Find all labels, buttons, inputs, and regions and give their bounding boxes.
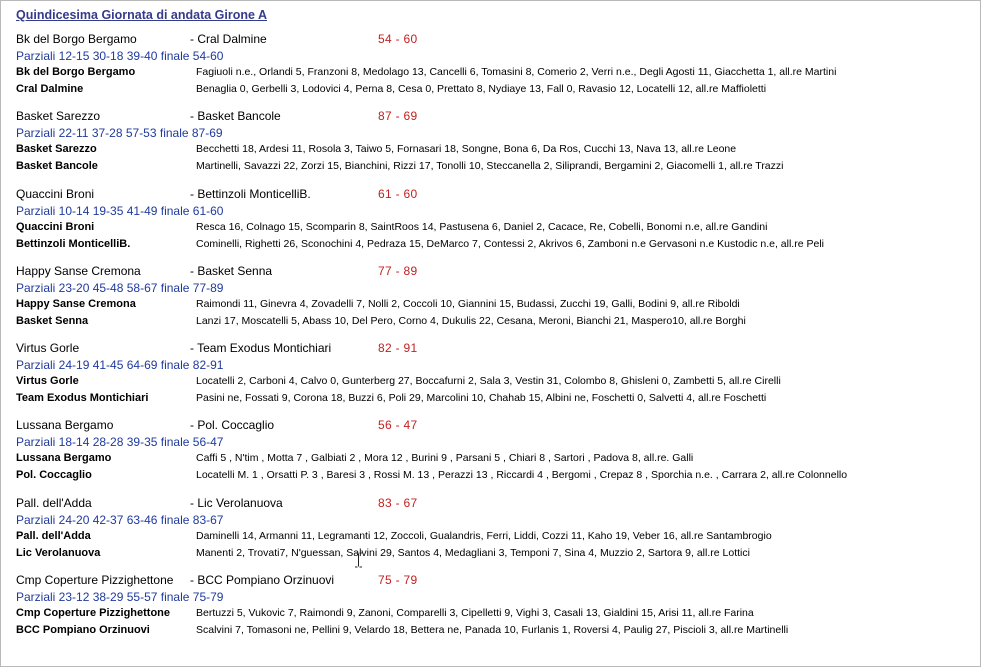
away-team: - Basket Senna <box>190 264 273 278</box>
team2-roster: Manenti 2, Trovati7, N'guessan, Salvini 29, Santos 4, Medagliani 3, Temponi 7, Sina 4, Muzzio 2, Sartora 9, all.re Lottici <box>196 547 750 559</box>
final-score: 77 - 89 <box>378 264 418 278</box>
team1-name: Basket Sarezzo <box>16 143 97 155</box>
home-team: Basket Sarezzo <box>16 109 101 123</box>
team1-roster: Locatelli 2, Carboni 4, Calvo 0, Gunterberg 27, Boccafurni 2, Sala 3, Vestin 31, Colombo 8, Ghisleni 0, Zambetti 5, all.re Cirelli <box>196 375 781 387</box>
team2-name: Team Exodus Montichiari <box>16 392 149 404</box>
team1-roster: Caffi 5 , N'tim , Motta 7 , Galbiati 2 , Mora 12 , Burini 9 , Parsani 5 , Chiari 8 , Sartori , Padova 8, all.re. Galli <box>196 452 694 464</box>
quarter-partials: Parziali 23-20 45-48 58-67 finale 77-89 <box>16 281 224 295</box>
team1-roster: Daminelli 14, Armanni 11, Legramanti 12, Zoccoli, Gualandris, Ferri, Liddi, Cozzi 11, Kaho 19, Veber 16, all.re Santambrogio <box>196 530 772 542</box>
quarter-partials: Parziali 23-12 38-29 55-57 finale 75-79 <box>16 590 224 604</box>
team2-name: Cral Dalmine <box>16 83 84 95</box>
quarter-partials: Parziali 12-15 30-18 39-40 finale 54-60 <box>16 49 224 63</box>
text-cursor-icon <box>354 552 363 568</box>
team1-name: Bk del Borgo Bergamo <box>16 66 136 78</box>
home-team: Happy Sanse Cremona <box>16 264 141 278</box>
home-team: Bk del Borgo Bergamo <box>16 32 137 46</box>
quarter-partials: Parziali 24-20 42-37 63-46 finale 83-67 <box>16 513 224 527</box>
team1-roster: Resca 16, Colnago 15, Scomparin 8, SaintRoos 14, Pastusena 6, Daniel 2, Cacace, Re, Cobelli, Bonomi n.e, all.re Gandini <box>196 221 768 233</box>
match-block <box>0 187 981 264</box>
final-score: 83 - 67 <box>378 496 418 510</box>
team2-roster: Cominelli, Righetti 26, Sconochini 4, Pedraza 15, DeMarco 7, Contessi 2, Akrivos 6, Zamboni n.e Gervasoni n.e Kustodic n.e, all.re Peli <box>196 238 824 250</box>
final-score: 87 - 69 <box>378 109 418 123</box>
home-team: Virtus Gorle <box>16 341 80 355</box>
match-block <box>0 264 981 341</box>
quarter-partials: Parziali 10-14 19-35 41-49 finale 61-60 <box>16 204 224 218</box>
team2-name: BCC Pompiano Orzinuovi <box>16 624 150 636</box>
round-title[interactable]: Quindicesima Giornata di andata Girone A <box>16 8 267 22</box>
team2-name: Basket Bancole <box>16 160 98 172</box>
final-score: 54 - 60 <box>378 32 418 46</box>
team1-name: Quaccini Broni <box>16 221 95 233</box>
team2-name: Basket Senna <box>16 315 89 327</box>
home-team: Lussana Bergamo <box>16 418 114 432</box>
final-score: 75 - 79 <box>378 573 418 587</box>
team2-name: Bettinzoli MonticelliB. <box>16 238 131 250</box>
team1-name: Lussana Bergamo <box>16 452 112 464</box>
team1-roster: Fagiuoli n.e., Orlandi 5, Franzoni 8, Medolago 13, Cancelli 6, Tomasini 8, Comerio 2, Verri n.e., Degli Agosti 11, Giacchetta 1, all.re Martini <box>196 66 837 78</box>
away-team: - Basket Bancole <box>190 109 281 123</box>
final-score: 82 - 91 <box>378 341 418 355</box>
match-block <box>0 496 981 573</box>
match-block <box>0 418 981 495</box>
away-team: - BCC Pompiano Orzinuovi <box>190 573 335 587</box>
team2-roster: Lanzi 17, Moscatelli 5, Abass 10, Del Pero, Corno 4, Dukulis 22, Cesana, Meroni, Bianchi 21, Maspero10, all.re Borghi <box>196 315 746 327</box>
team2-roster: Benaglia 0, Gerbelli 3, Lodovici 4, Perna 8, Cesa 0, Prettato 8, Nydiaye 13, Fall 0, Ravasio 12, Locatelli 12, all.re Maffioletti <box>196 83 767 95</box>
away-team: - Lic Verolanuova <box>190 496 283 510</box>
team1-name: Pall. dell'Adda <box>16 530 91 542</box>
team1-name: Virtus Gorle <box>16 375 79 387</box>
team2-name: Pol. Coccaglio <box>16 469 92 481</box>
home-team: Cmp Coperture Pizzighettone <box>16 573 174 587</box>
team2-roster: Scalvini 7, Tomasoni ne, Pellini 9, Velardo 18, Bettera ne, Panada 10, Furlanis 1, Roversi 4, Paulig 27, Piscioli 3, all.re Martinelli <box>196 624 789 636</box>
team2-roster: Locatelli M. 1 , Orsatti P. 3 , Baresi 3 , Rossi M. 13 , Perazzi 13 , Riccardi 4 , Bergomi , Crepaz 8 , Sporchia n.e. , Carrara 2, all.re Colonnello <box>196 469 848 481</box>
away-team: - Cral Dalmine <box>190 32 267 46</box>
team2-roster: Martinelli, Savazzi 22, Zorzi 15, Bianchini, Rizzi 17, Tonolli 10, Steccanella 2, Siliprandi, Bergamini 2, Giacomelli 1, all.re Trazzi <box>196 160 784 172</box>
team1-roster: Bertuzzi 5, Vukovic 7, Raimondi 9, Zanoni, Comparelli 3, Cipelletti 9, Vighi 3, Casali 13, Gialdini 15, Arisi 11, all.re Farina <box>196 607 754 619</box>
away-team: - Bettinzoli MonticelliB. <box>190 187 311 201</box>
team1-roster: Raimondi 11, Ginevra 4, Zovadelli 7, Nolli 2, Coccoli 10, Giannini 15, Budassi, Zucchi 19, Galli, Bodini 9, all.re Riboldi <box>196 298 740 310</box>
final-score: 61 - 60 <box>378 187 418 201</box>
match-block <box>0 341 981 418</box>
team1-name: Cmp Coperture Pizzighettone <box>16 607 171 619</box>
team1-name: Happy Sanse Cremona <box>16 298 136 310</box>
team2-name: Lic Verolanuova <box>16 547 101 559</box>
quarter-partials: Parziali 24-19 41-45 64-69 finale 82-91 <box>16 358 224 372</box>
team1-roster: Becchetti 18, Ardesi 11, Rosola 3, Taiwo 5, Fornasari 18, Songne, Bona 6, Da Ros, Cucchi 13, Nava 13, all.re Leone <box>196 143 737 155</box>
match-block <box>0 32 981 109</box>
match-block <box>0 109 981 186</box>
home-team: Pall. dell'Adda <box>16 496 92 510</box>
quarter-partials: Parziali 18-14 28-28 39-35 finale 56-47 <box>16 435 224 449</box>
quarter-partials: Parziali 22-11 37-28 57-53 finale 87-69 <box>16 126 223 140</box>
team2-roster: Pasini ne, Fossati 9, Corona 18, Buzzi 6, Poli 29, Marcolini 10, Chahab 15, Albini ne, Foschetti 0, Salvetti 4, all.re Foschetti <box>196 392 767 404</box>
final-score: 56 - 47 <box>378 418 418 432</box>
home-team: Quaccini Broni <box>16 187 95 201</box>
away-team: - Pol. Coccaglio <box>190 418 275 432</box>
match-block <box>0 573 981 650</box>
away-team: - Team Exodus Montichiari <box>190 341 332 355</box>
